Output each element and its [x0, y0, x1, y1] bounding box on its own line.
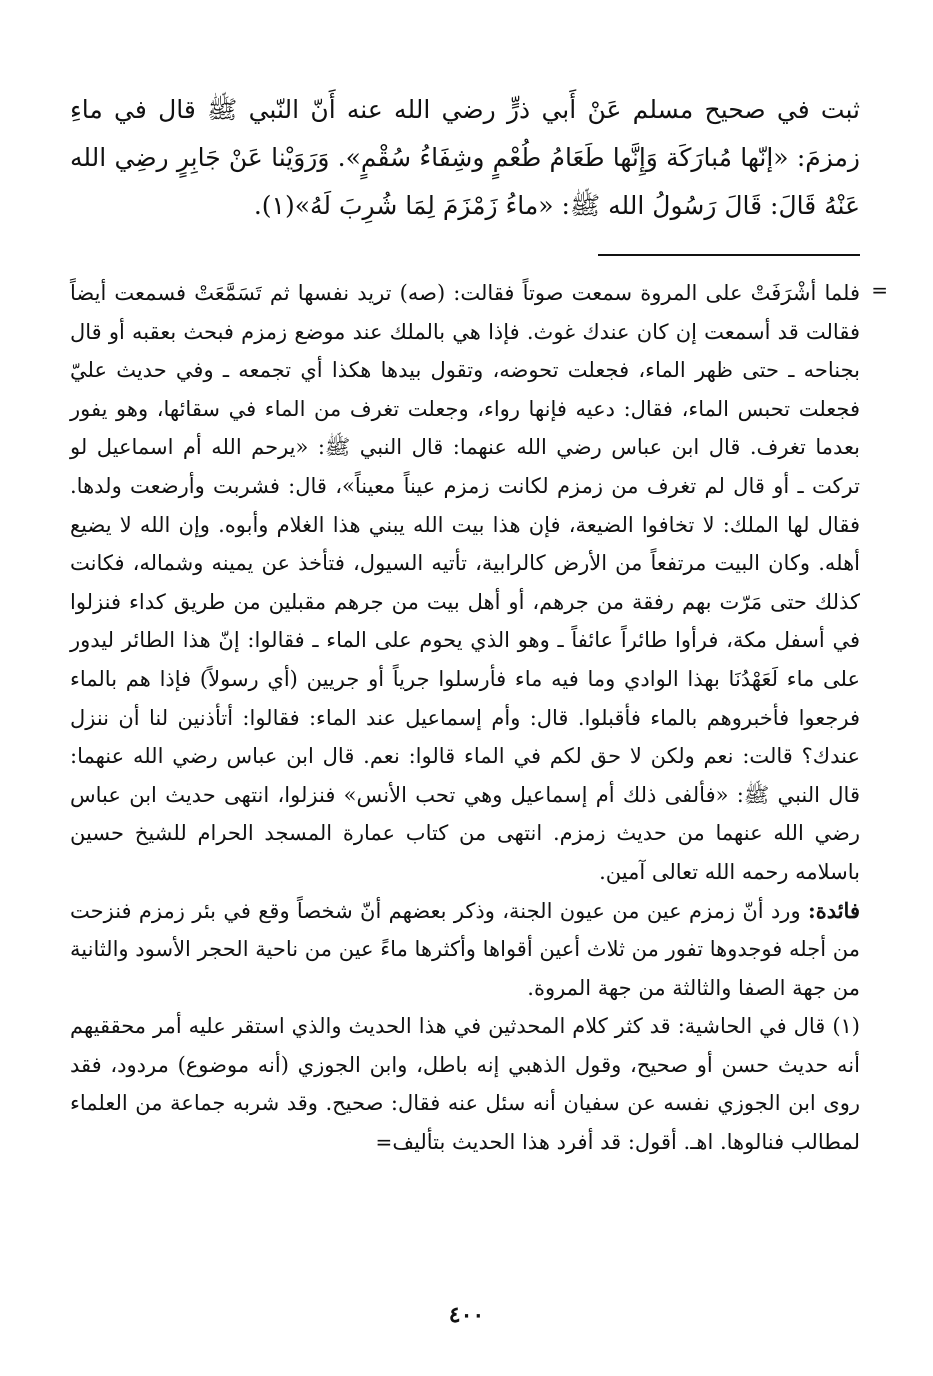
footnote-benefit: [70, 892, 860, 1008]
benefit-label: فائدة:: [807, 897, 860, 923]
continuation-mark: =: [871, 278, 888, 302]
footnote-separator-wrap: [70, 230, 860, 256]
page-number: ٤٠٠: [448, 1302, 485, 1328]
footnote-1-text: (١) قال في الحاشية: قد كثر كلام المحدثين في هذا الحديث والذي استقر عليه أمر محققيهم أنه حديث حسن أو صحيح، وقول الذهبي إنه باطل، وابن الجوزي (أنه موضوع) مردود، فقد روى ابن الجوزي نفسه عن سفيان أنه سئل عنه فقال: صحيح. وقد شربه جماعة من العلماء لمطالب فنالوها. اهـ. أقول: قد أفرد هذا الحديث بتأليف: [70, 1014, 860, 1155]
benefit-text: ورد أنّ زمزم عين من عيون الجنة، وذكر بعضهم أنّ شخصاً وقع في بئر زمزم فنزحت من أجله فوجدوها تفور من ثلاث أعين أقواها وأكثرها ماءً عين من ناحية الحجر الأسود والثانية من جهة الصفا والثالثة من جهة المروة.: [70, 898, 860, 1000]
page-content: [70, 86, 888, 1162]
footnote-separator: [598, 254, 860, 256]
footnote-1-continuation-mark: =: [375, 1130, 393, 1155]
footnote-continued-text: فلما أشْرَفَتْ على المروة سمعت صوتاً فقالت: (صه) تريد نفسها ثم تَسَمَّعَتْ فسمعت أيضاً فقالت قد أسمعت إن كان عندك غوث. فإذا هي بالملك عند موضع زمزم فبحث بعقبه أو قال بجناحه ـ حتى ظهر الماء، فجعلت تحوضه، وتقول بيدها هكذا أي تجمعه ـ وفي حديث عليّ فجعلت تحبس الماء، فقال: دعيه فإنها رواء، وجعلت تغرف من الماء في سقائها، وهو يفور بعدما تغرف. قال ابن عباس رضي الله عنهما: قال النبي ﷺ: «يرحم الله أم اسماعيل لو تركت ـ أو قال لم تغرف من زمزم لكانت زمزم عيناً معيناً»، قال: فشربت وأرضعت ولدها. فقال لها الملك: لا تخافوا الضيعة، فإن هذا بيت الله يبني هذا الغلام وأبوه. وإن الله لا يضيع أهله. وكان البيت مرتفعاً من الأرض كالرابية، تأتيه السيول، فتأخذ عن يمينه وشماله، فكانت كذلك حتى مَرّت بهم رفقة من جرهم، أو أهل بيت من جرهم مقبلين من طريق كداء فنزلوا في أسفل مكة، فرأوا طائراً عائفاً ـ وهو الذي يحوم على الماء ـ فقالوا: إنّ هذا الطائر ليدور على ماء لَعَهْدُنَا بهذا الوادي وما فيه ماء فأرسلوا جرياً أو جريين (أي رسولاً) فإذا هم بالماء فرجعوا فأخبروهم بالماء فأقبلوا. قال: وأم إسماعيل عند الماء: فقالوا: أتأذنين لنا أن ننزل عندك؟ قالت: نعم ولكن لا حق لكم في الماء قالوا: نعم. قال ابن عباس رضي الله عنهما: قال النبي ﷺ: «فألفى ذلك أم إسماعيل وهي تحب الأنس» فنزلوا، انتهى حديث ابن عباس رضي الله عنهما من حديث زمزم. انتهى من كتاب عمارة المسجد الحرام للشيخ حسين باسلامه رحمه الله تعالى آمين.: [70, 281, 860, 884]
main-paragraph: ثبت في صحيح مسلم عَنْ أَبي ذرٍّ رضي الله عنه أَنّ النّبي ﷺ قال في ماءِ زمزمَ: «إنّها مُبارَكَة وَإِنَّها طَعَامُ طُعْمٍ وشِفَاءُ سُقْمٍ». وَرَوَيْنا عَنْ جَابِرٍ رضِي الله عَنْهُ قَالَ: قَالَ رَسُولُ الله ﷺ: «ماءُ زَمْزَمَ لِمَا شُرِبَ لَهُ»(١).: [70, 95, 860, 220]
footnotes-section: [70, 274, 888, 1162]
footnote-1: [70, 1007, 860, 1161]
